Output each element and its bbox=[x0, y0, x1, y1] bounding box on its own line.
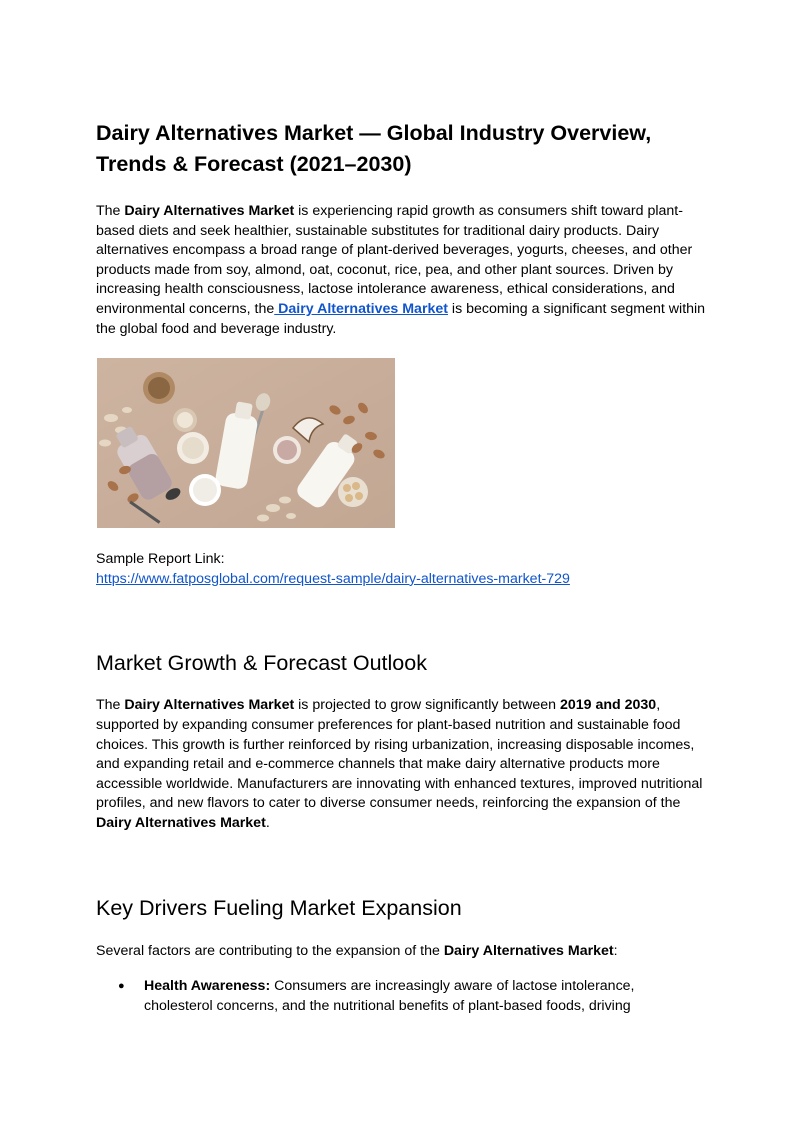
sample-report-block bbox=[96, 550, 706, 589]
intro-paragraph: The Dairy Alternatives Market is experiencing rapid growth as consumers shift toward plant-based diets and seek healthier, sustainable substitutes for traditional dairy products. Dairy alternatives encompass a broad range of plant-derived beverages, yogurts, cheeses, and other products made from soy, almond, oat, coconut, rice, pea, and other plant sources. Driven by increasing health consciousness, lactose intolerance awareness, ethical considerations, and environmental concerns, the Dairy Alternatives Market is becoming a significant segment within the global food and beverage industry. bbox=[96, 203, 706, 337]
bold-term: Dairy Alternatives Market bbox=[124, 203, 295, 219]
sample-report-url[interactable]: https://www.fatposglobal.com/request-sample/dairy-alternatives-market-729 bbox=[96, 570, 570, 587]
section-heading-drivers: Key Drivers Fueling Market Expansion bbox=[96, 895, 462, 920]
drivers-list bbox=[96, 977, 706, 1016]
list-item-text: Consumers are increasingly aware of lactose intolerance, cholesterol concerns, and the nutritional benefits of plant-based foods, driving bbox=[144, 978, 635, 1014]
market-link[interactable]: Dairy Alternatives Market bbox=[274, 300, 448, 317]
document-page bbox=[96, 118, 706, 1016]
section-heading-growth: Market Growth & Forecast Outlook bbox=[96, 651, 427, 676]
list-item bbox=[96, 977, 706, 1016]
page-title: Dairy Alternatives Market — Global Industry Overview, Trends & Forecast (2021–2030) bbox=[96, 121, 652, 176]
drivers-lead: Several factors are contributing to the expansion of the Dairy Alternatives Market: bbox=[96, 942, 618, 959]
list-item-label: Health Awareness: bbox=[144, 978, 271, 995]
bullet-icon: ● bbox=[118, 980, 125, 993]
sample-report-label: Sample Report Link: bbox=[96, 551, 225, 568]
growth-paragraph: The Dairy Alternatives Market is projected to grow significantly between 2019 and 2030, supported by expanding consumer preferences for plant-based nutrition and sustainable food choices. This growth is further reinforced by rising urbanization, increasing disposable incomes, and expanding retail and e-commerce channels that make dairy alternative products more accessible worldwide. Manufacturers are innovating with enhanced textures, improved nutritional profiles, and new flavors to cater to diverse consumer needs, reinforcing the expansion of the Dairy Alternatives Market. bbox=[96, 697, 703, 831]
plant-milk-illustration bbox=[97, 358, 395, 528]
product-photo bbox=[97, 358, 395, 528]
